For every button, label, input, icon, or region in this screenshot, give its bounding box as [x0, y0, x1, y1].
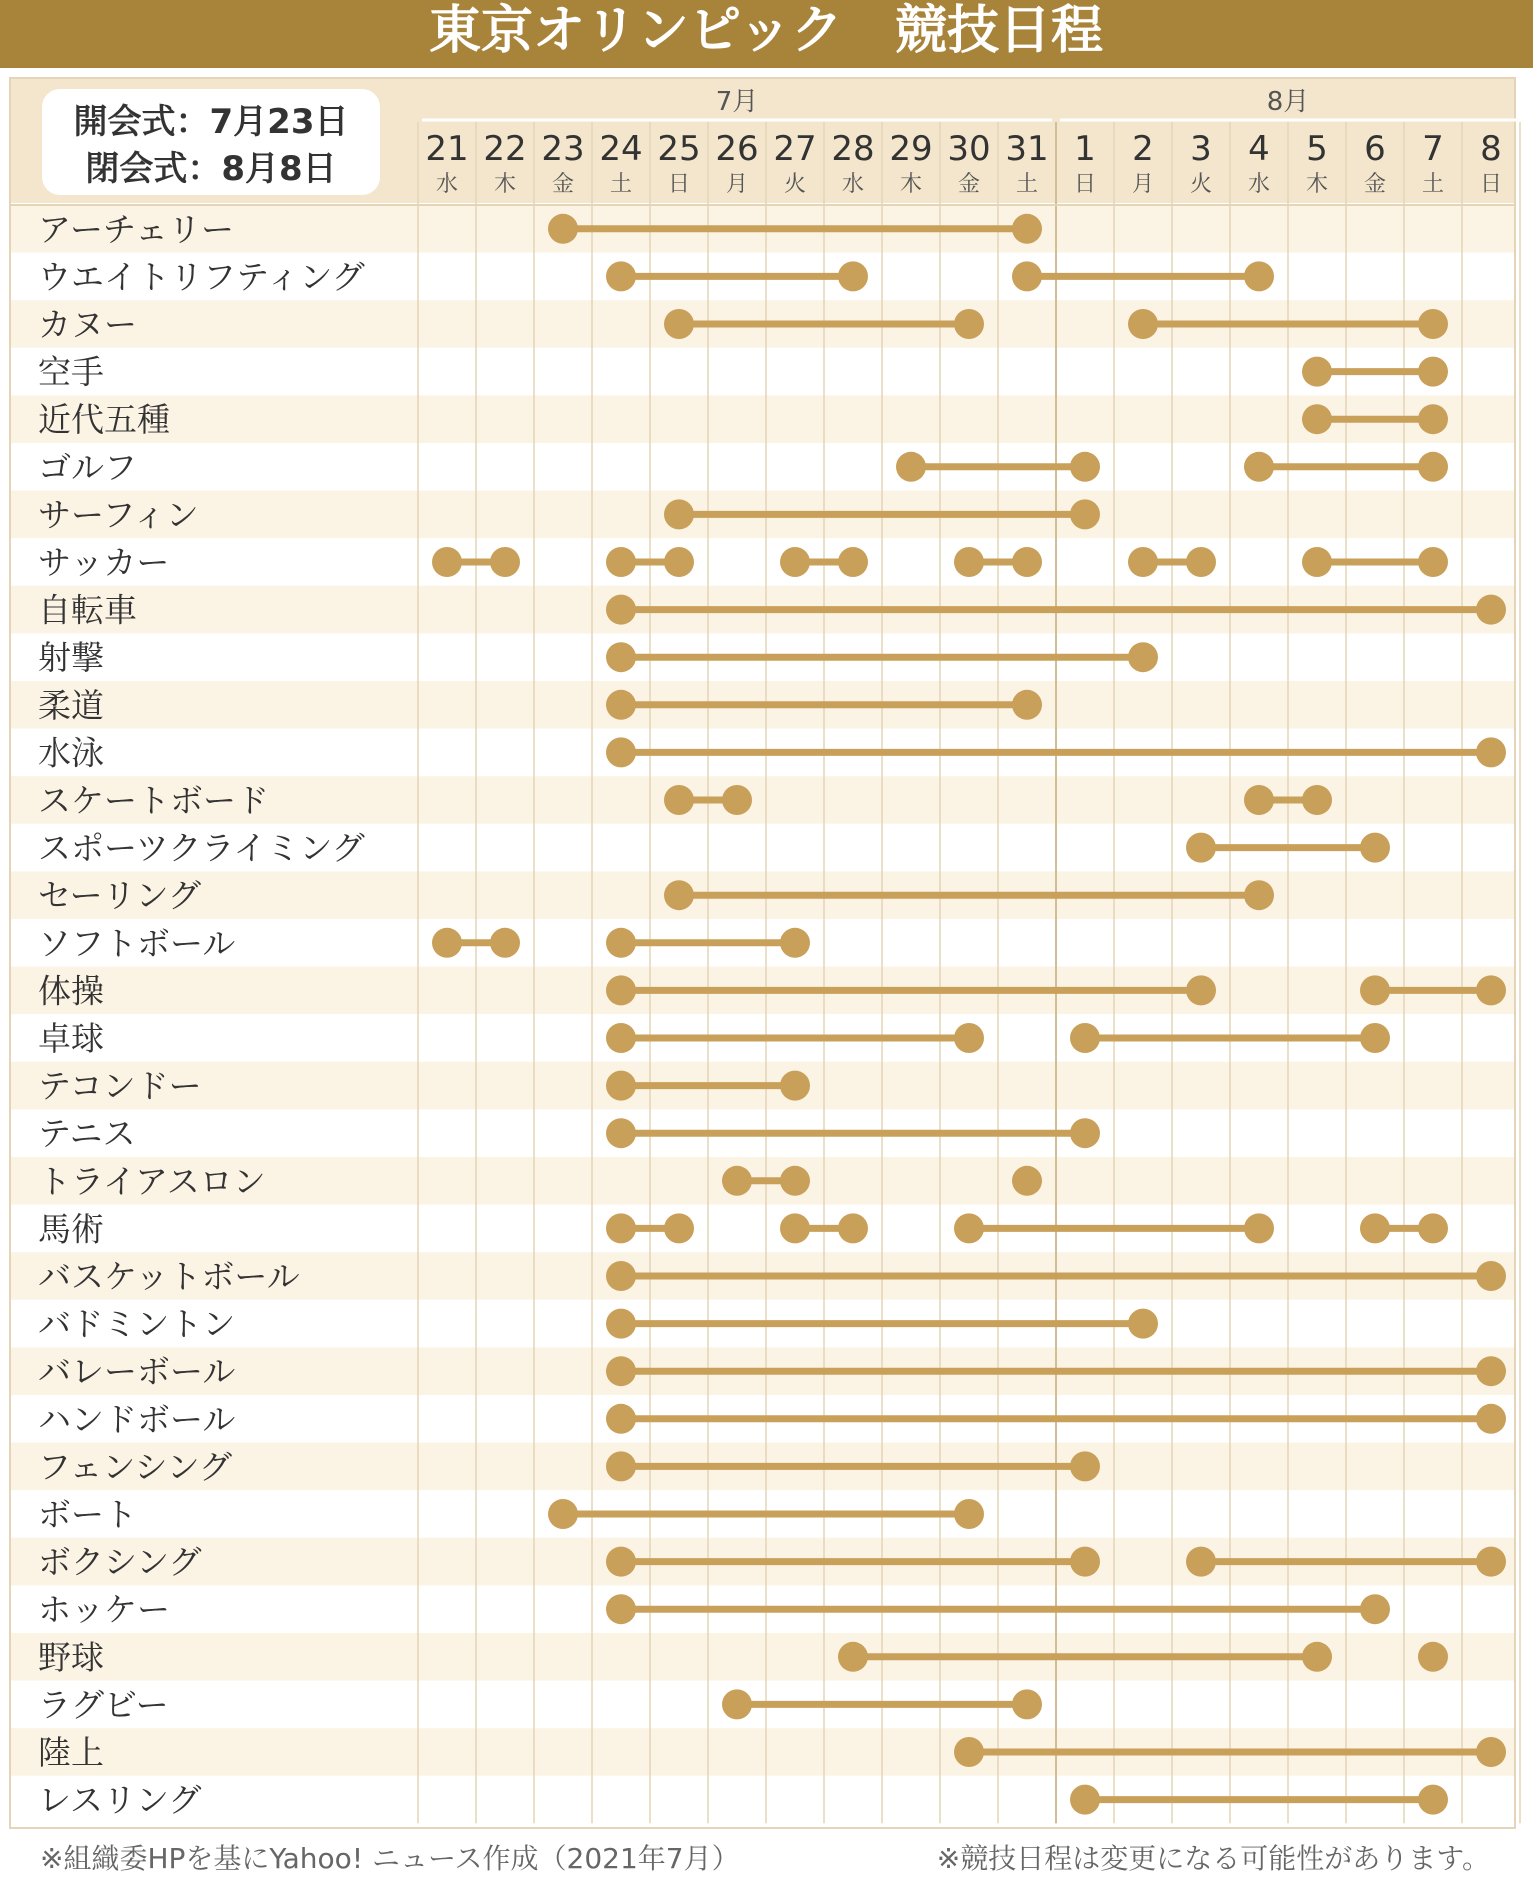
start-dot [664, 309, 694, 339]
start-dot [664, 880, 694, 910]
end-dot [1244, 880, 1274, 910]
day-number: 4 [1248, 129, 1270, 169]
start-dot [606, 1404, 636, 1434]
start-dot [606, 1261, 636, 1291]
end-dot [1360, 833, 1390, 863]
sport-label: 陸上 [38, 1733, 104, 1772]
sport-label: テニス [38, 1114, 136, 1154]
sport-label: ボート [38, 1495, 137, 1534]
sport-label: 馬術 [38, 1209, 104, 1249]
weekday-label: 土 [609, 172, 633, 197]
end-dot [1418, 1785, 1448, 1815]
start-dot [606, 1547, 636, 1577]
day-number: 8 [1480, 129, 1502, 169]
end-dot [1476, 1547, 1506, 1577]
sport-label: ゴルフ [38, 447, 137, 487]
end-dot [1128, 1309, 1158, 1339]
start-dot [1186, 1547, 1216, 1577]
end-dot [1418, 309, 1448, 339]
end-dot [1070, 499, 1100, 529]
end-dot [1244, 261, 1274, 291]
sport-label: 水泳 [38, 733, 104, 773]
start-dot [432, 547, 462, 577]
day-number: 28 [831, 129, 875, 169]
sport-label: 体操 [38, 971, 104, 1011]
sport-label: ソフトボール [38, 923, 236, 963]
sport-label: ボクシング [38, 1542, 202, 1582]
end-dot [838, 1213, 868, 1243]
weekday-label: 月 [725, 172, 749, 197]
day-number: 21 [425, 129, 469, 169]
sport-label: トライアスロン [38, 1161, 266, 1201]
end-dot [1186, 975, 1216, 1005]
sport-label: レスリング [38, 1780, 202, 1820]
start-dot [1302, 547, 1332, 577]
weekday-label: 金 [551, 172, 575, 197]
sport-label: 野球 [38, 1637, 104, 1677]
end-dot [1476, 975, 1506, 1005]
sport-label: サッカー [38, 543, 170, 582]
start-dot [606, 1213, 636, 1243]
end-dot [954, 309, 984, 339]
start-dot [606, 1118, 636, 1148]
start-dot [606, 1309, 636, 1339]
day-number: 27 [773, 129, 817, 169]
weekday-label: 火 [783, 172, 807, 197]
start-dot [606, 547, 636, 577]
start-dot [548, 214, 578, 244]
weekday-label: 土 [1421, 172, 1445, 197]
start-dot [1244, 452, 1274, 482]
start-dot [606, 690, 636, 720]
sport-label: アーチェリー [38, 209, 235, 249]
start-dot [606, 595, 636, 625]
sport-label: ラグビー [38, 1685, 169, 1725]
start-dot [664, 785, 694, 815]
end-dot [722, 785, 752, 815]
weekday-label: 水 [841, 172, 865, 197]
weekday-label: 月 [1131, 172, 1155, 197]
end-dot [1360, 1023, 1390, 1053]
sport-label: ホッケー [38, 1590, 170, 1630]
end-dot [1360, 1594, 1390, 1624]
start-dot [606, 1023, 636, 1053]
start-dot [606, 1594, 636, 1624]
start-dot [1360, 1213, 1390, 1243]
start-dot [722, 1689, 752, 1719]
end-dot [1070, 1547, 1100, 1577]
day-number: 26 [715, 129, 759, 169]
end-dot [1476, 1356, 1506, 1386]
sport-label: 空手 [38, 352, 104, 392]
start-dot [606, 737, 636, 767]
end-dot [1418, 1213, 1448, 1243]
end-dot [1012, 1689, 1042, 1719]
sport-label: バドミントン [38, 1304, 236, 1344]
sport-label: 近代五種 [38, 400, 170, 440]
opening-ceremony: 開会式：7月23日 [73, 102, 349, 142]
weekday-label: 火 [1189, 172, 1213, 197]
start-dot [1302, 404, 1332, 434]
end-dot [664, 547, 694, 577]
weekday-label: 水 [1247, 172, 1271, 197]
start-dot [1012, 1166, 1042, 1196]
start-dot [664, 499, 694, 529]
start-dot [896, 452, 926, 482]
start-dot [606, 1356, 636, 1386]
end-dot [664, 1213, 694, 1243]
start-dot [954, 547, 984, 577]
end-dot [1418, 452, 1448, 482]
start-dot [954, 1213, 984, 1243]
day-number: 23 [541, 129, 585, 169]
weekday-label: 日 [667, 172, 691, 197]
start-dot [1360, 975, 1390, 1005]
end-dot [780, 1071, 810, 1101]
end-dot [490, 928, 520, 958]
start-dot [1128, 309, 1158, 339]
sport-label: カヌー [38, 305, 137, 344]
change-note: ※競技日程は変更になる可能性があります。 [936, 1842, 1490, 1875]
end-dot [1476, 1261, 1506, 1291]
end-dot [1476, 1404, 1506, 1434]
sport-label: スケートボード [38, 781, 269, 820]
source-note: ※組織委HPを基にYahoo! ニュース作成（2021年7月） [40, 1842, 740, 1875]
day-number: 1 [1074, 129, 1096, 169]
start-dot [606, 928, 636, 958]
end-dot [1418, 547, 1448, 577]
day-number: 30 [947, 129, 991, 169]
start-dot [606, 1451, 636, 1481]
month-label: 7月 [715, 87, 759, 117]
closing-ceremony: 閉会式：8月8日 [85, 149, 337, 189]
end-dot [1186, 547, 1216, 577]
end-dot [1070, 452, 1100, 482]
sport-label: サーフィン [38, 495, 199, 535]
weekday-label: 日 [1479, 172, 1503, 197]
end-dot [1012, 214, 1042, 244]
day-number: 2 [1132, 129, 1154, 169]
start-dot [722, 1166, 752, 1196]
weekday-label: 金 [1363, 172, 1387, 197]
start-dot [606, 261, 636, 291]
sport-label: セーリング [38, 876, 202, 916]
day-number: 22 [483, 129, 527, 169]
sport-label: テコンドー [38, 1066, 202, 1106]
day-number: 24 [599, 129, 643, 169]
start-dot [838, 1642, 868, 1672]
day-number: 31 [1005, 129, 1049, 169]
end-dot [1476, 595, 1506, 625]
start-dot [1128, 547, 1158, 577]
start-dot [606, 1071, 636, 1101]
weekday-label: 木 [493, 172, 517, 197]
end-dot [1128, 642, 1158, 672]
start-dot [954, 1737, 984, 1767]
start-dot [432, 928, 462, 958]
start-dot [780, 1213, 810, 1243]
day-number: 5 [1306, 129, 1328, 169]
end-dot [490, 547, 520, 577]
start-dot [1418, 1642, 1448, 1672]
start-dot [606, 975, 636, 1005]
weekday-label: 金 [957, 172, 981, 197]
weekday-label: 日 [1073, 172, 1097, 197]
sport-label: ハンドボール [38, 1399, 236, 1439]
end-dot [1070, 1451, 1100, 1481]
sport-label: バスケットボール [38, 1257, 300, 1296]
start-dot [1302, 357, 1332, 387]
end-dot [1302, 1642, 1332, 1672]
end-dot [1476, 737, 1506, 767]
sport-label: スポーツクライミング [38, 828, 365, 868]
end-dot [838, 547, 868, 577]
start-dot [1244, 785, 1274, 815]
weekday-label: 木 [899, 172, 923, 197]
sport-label: 自転車 [38, 590, 137, 630]
end-dot [1418, 404, 1448, 434]
start-dot [1070, 1785, 1100, 1815]
end-dot [1244, 1213, 1274, 1243]
month-label: 8月 [1266, 87, 1310, 117]
day-number: 7 [1422, 129, 1444, 169]
weekday-label: 水 [435, 172, 459, 197]
start-dot [1070, 1023, 1100, 1053]
start-dot [1186, 833, 1216, 863]
end-dot [1302, 785, 1332, 815]
start-dot [780, 547, 810, 577]
end-dot [1012, 690, 1042, 720]
weekday-label: 土 [1015, 172, 1039, 197]
sport-label: バレーボール [38, 1352, 236, 1392]
sport-label: ウエイトリフティング [38, 257, 365, 297]
weekday-label: 木 [1305, 172, 1329, 197]
end-dot [1418, 357, 1448, 387]
start-dot [1012, 261, 1042, 291]
day-number: 6 [1364, 129, 1386, 169]
start-dot [548, 1499, 578, 1529]
start-dot [606, 642, 636, 672]
day-number: 29 [889, 129, 933, 169]
day-number: 3 [1190, 129, 1212, 169]
end-dot [780, 1166, 810, 1196]
end-dot [954, 1499, 984, 1529]
end-dot [780, 928, 810, 958]
end-dot [954, 1023, 984, 1053]
sport-label: 柔道 [38, 685, 104, 725]
end-dot [1012, 547, 1042, 577]
chart-title: 東京オリンピック 競技日程 [429, 1, 1103, 61]
end-dot [1070, 1118, 1100, 1148]
end-dot [838, 261, 868, 291]
end-dot [1476, 1737, 1506, 1767]
day-number: 25 [657, 129, 701, 169]
sport-label: 射撃 [38, 638, 104, 678]
sport-label: 卓球 [38, 1019, 104, 1058]
sport-label: フェンシング [38, 1447, 233, 1487]
